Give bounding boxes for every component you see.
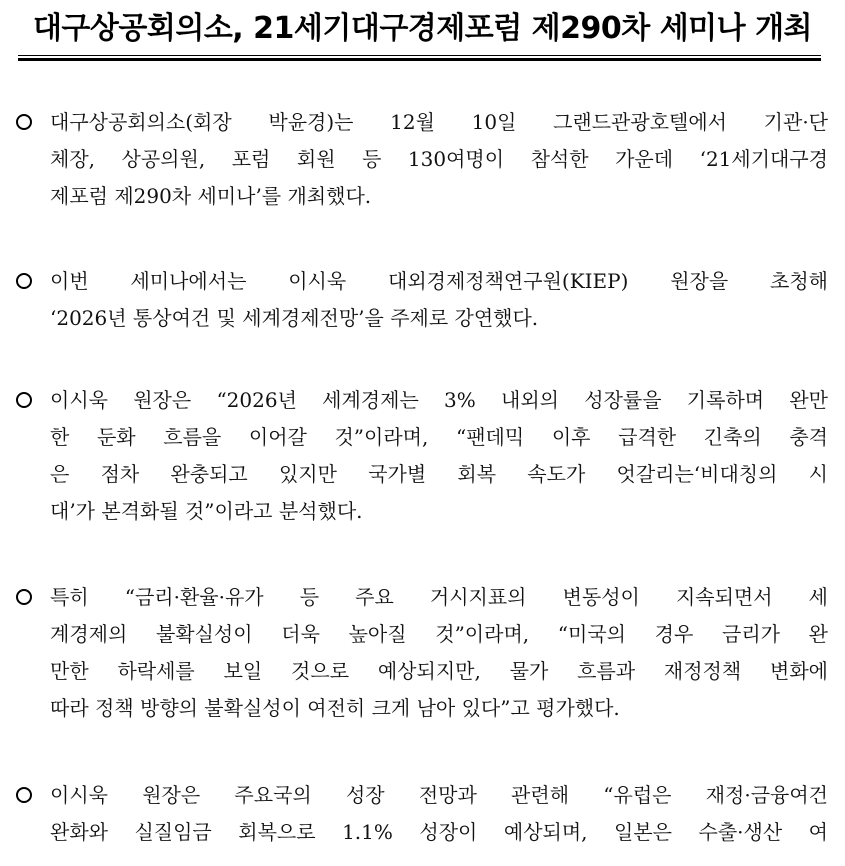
- paragraph-1: [50, 104, 828, 215]
- bullet-icon: [16, 382, 36, 419]
- paragraph-5: [50, 777, 828, 851]
- paragraph-line: 만한 하락세를 보일 것으로 예상되지만, 물가 흐름과 재정정책 변화에: [50, 659, 828, 683]
- bullet-icon: [16, 104, 36, 141]
- paragraph-line: 따라 정책 방향의 불확실성이 여전히 크게 남아 있다”고 평가했다.: [50, 696, 620, 720]
- paragraph-line: 대구상공회의소(회장 박윤경)는 12월 10일 그랜드관광호텔에서 기관·단: [50, 110, 828, 134]
- paragraph-line: 이시욱 원장은 “2026년 세계경제는 3% 내외의 성장률을 기록하며 완만: [50, 388, 828, 412]
- bullet-icon: [16, 777, 36, 814]
- paragraph-line: 제포럼 제290차 세미나’를 개최했다.: [50, 184, 372, 208]
- paragraph-3: [50, 382, 828, 530]
- paragraph-line: 특히 “금리·환율·유가 등 주요 거시지표의 변동성이 지속되면서 세: [50, 585, 828, 609]
- paragraph-2: [50, 263, 828, 337]
- paragraph-line: 체장, 상공의원, 포럼 회원 등 130여명이 참석한 가운데 ‘21세기대구경: [50, 147, 828, 171]
- paragraph-line: ‘2026년 통상여건 및 세계경제전망’을 주제로 강연했다.: [50, 306, 539, 330]
- title-rule-thin: [18, 55, 821, 56]
- title-rule-thick: [18, 58, 821, 61]
- paragraph-line: 계경제의 불확실성이 더욱 높아질 것”이라며, “미국의 경우 금리가 완: [50, 622, 828, 646]
- paragraph-line: 대’가 본격화될 것”이라고 분석했다.: [50, 499, 363, 523]
- bullet-icon: [16, 579, 36, 616]
- document-title: 대구상공회의소, 21세기대구경제포럼 제290차 세미나 개최: [32, 11, 813, 46]
- paragraph-line: 이시욱 원장은 주요국의 성장 전망과 관련해 “유럽은 재정·금융여건: [50, 783, 828, 807]
- bullet-icon: [16, 263, 36, 300]
- paragraph-line: 이번 세미나에서는 이시욱 대외경제정책연구원(KIEP) 원장을 초청해: [50, 269, 828, 293]
- paragraph-line: 한 둔화 흐름을 이어갈 것”이라며, “팬데믹 이후 급격한 긴축의 충격: [50, 425, 828, 449]
- paragraph-line: 완화와 실질임금 회복으로 1.1% 성장이 예상되며, 일본은 수출·생산 여: [50, 820, 828, 844]
- paragraph-line: 은 점차 완충되고 있지만 국가별 회복 속도가 엇갈리는‘비대칭의 시: [50, 462, 828, 486]
- paragraph-4: [50, 579, 828, 727]
